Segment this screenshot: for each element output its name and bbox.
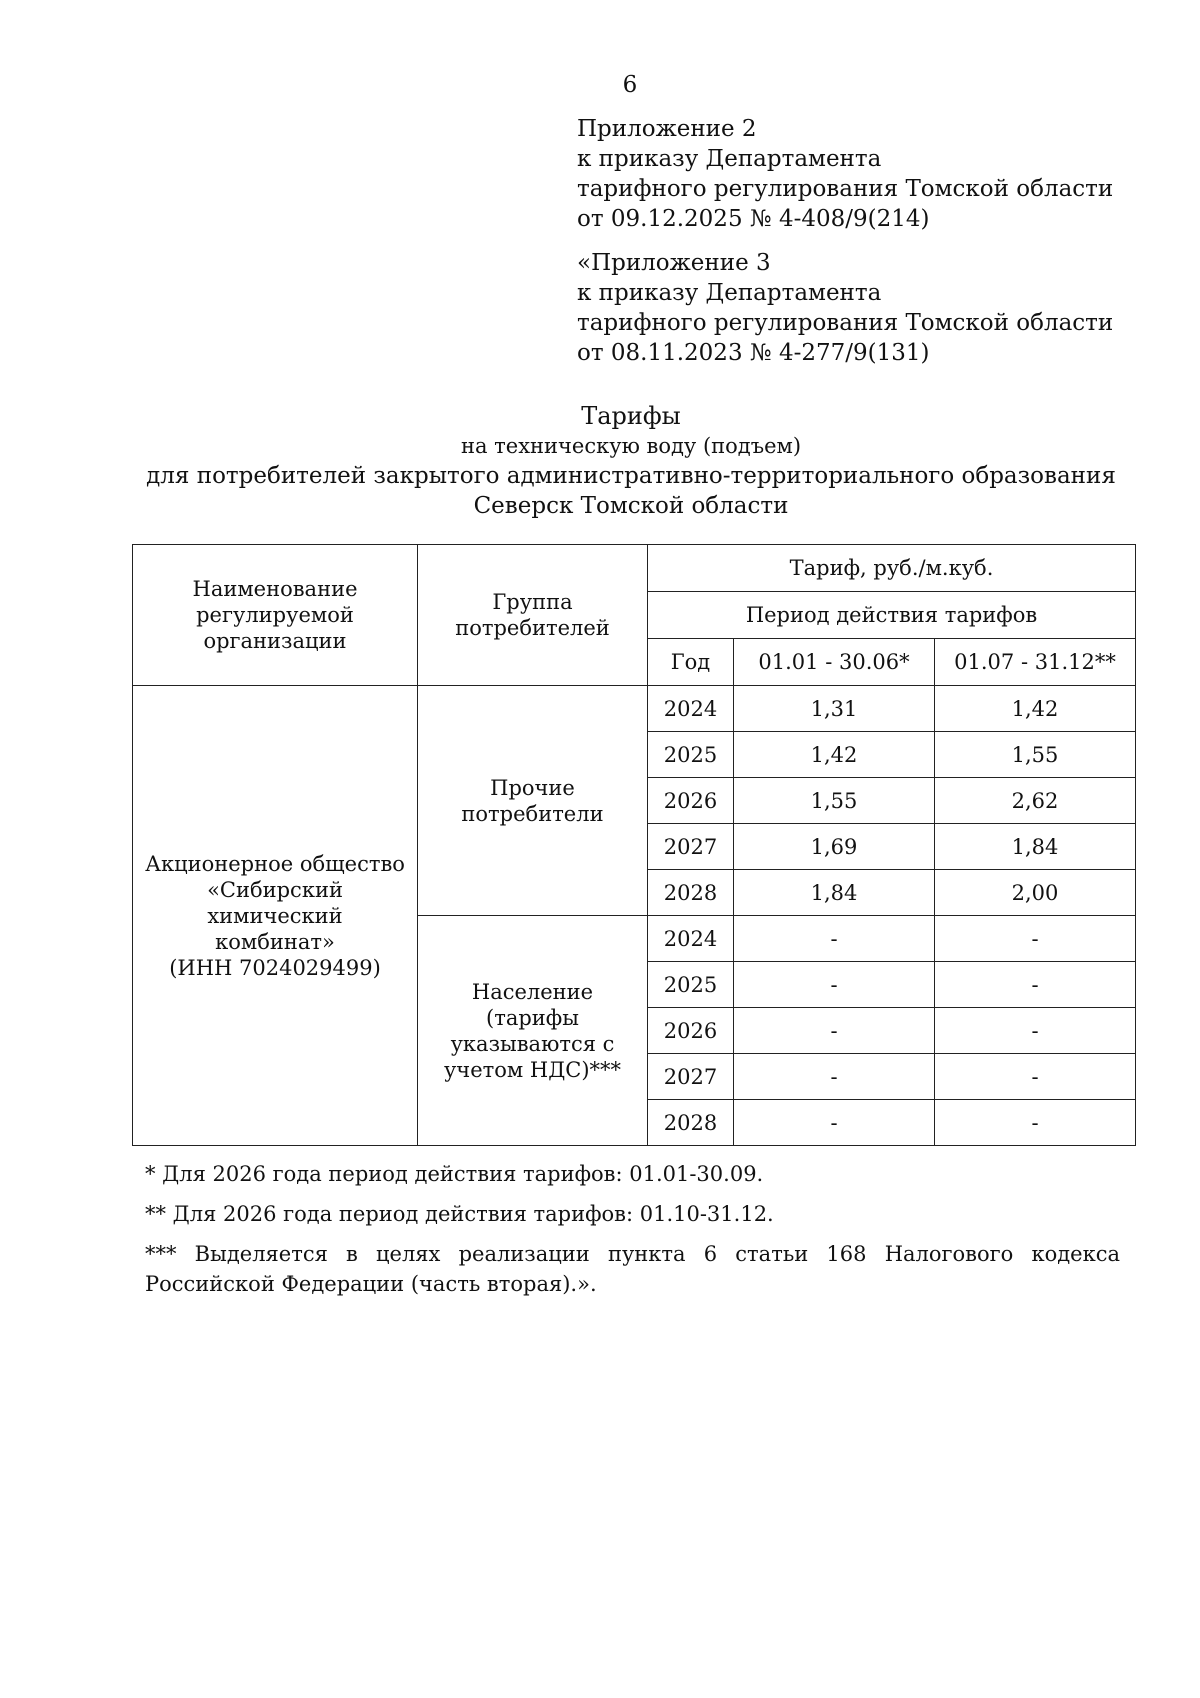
appendix-2-header: [577, 114, 1113, 234]
organization-line: (ИНН 7024029499): [169, 955, 381, 980]
consumer-group-cell: [418, 916, 648, 1146]
year-cell: 2026: [648, 778, 734, 824]
title-subtitle: на техническую воду (подъем): [460, 434, 802, 458]
tariff-half-1-cell: -: [734, 1100, 935, 1146]
year-cell: 2027: [648, 824, 734, 870]
appendix-2-line: тарифного регулирования Томской области: [577, 176, 1114, 202]
tariff-half-1-cell: 1,84: [734, 870, 935, 916]
header-consumer-group-label: Группа потребителей: [455, 590, 610, 640]
footnote-2: ** Для 2026 года период действия тарифов: 01.10-31.12.: [145, 1202, 774, 1226]
appendix-2-line: к приказу Департамента: [577, 146, 882, 172]
tariff-half-1-cell: -: [734, 1054, 935, 1100]
title-subtitle: Северск Томской области: [473, 493, 789, 519]
tariff-half-1-cell: -: [734, 1008, 935, 1054]
year-cell: 2028: [648, 1100, 734, 1146]
header-tariff: Тариф, руб./м.куб.: [648, 545, 1136, 592]
footnote-1: * Для 2026 года период действия тарифов: 01.01-30.09.: [145, 1162, 764, 1186]
year-cell: 2025: [648, 732, 734, 778]
organization-line: Акционерное общество: [145, 851, 405, 876]
year-cell: 2027: [648, 1054, 734, 1100]
tariff-half-1-cell: -: [734, 916, 935, 962]
organization-cell: [133, 686, 418, 1146]
organization-line: «Сибирский химический: [207, 877, 343, 928]
tariff-half-2-cell: -: [935, 1054, 1136, 1100]
header-organization: [133, 545, 418, 686]
tariff-half-2-cell: 1,55: [935, 732, 1136, 778]
consumer-group-line: Население (тарифы: [471, 979, 594, 1030]
appendix-3-line: тарифного регулирования Томской области: [577, 310, 1114, 336]
title-subtitle: для потребителей закрытого административно-территориального образования: [146, 463, 1116, 489]
appendix-2-line: Приложение 2: [577, 116, 757, 142]
tariff-half-2-cell: 2,00: [935, 870, 1136, 916]
tariff-half-2-cell: -: [935, 1008, 1136, 1054]
appendix-3-header: [577, 248, 1113, 368]
year-cell: 2024: [648, 686, 734, 732]
year-cell: 2028: [648, 870, 734, 916]
tariff-half-1-cell: 1,69: [734, 824, 935, 870]
appendix-3-line: «Приложение 3: [577, 250, 771, 276]
header-half-1: 01.01 - 30.06*: [734, 639, 935, 686]
tariff-half-1-cell: 1,55: [734, 778, 935, 824]
tariff-half-2-cell: -: [935, 962, 1136, 1008]
header-period: Период действия тарифов: [648, 592, 1136, 639]
header-consumer-group: [418, 545, 648, 686]
year-cell: 2024: [648, 916, 734, 962]
appendix-3-line: от 08.11.2023 № 4-277/9(131): [577, 340, 930, 366]
header-year: Год: [648, 639, 734, 686]
header-organization-label: Наименование регулируемой организации: [192, 577, 358, 653]
footnote-3: *** Выделяется в целях реализации пункта 6 статьи 168 Налогового кодекса Российской Федерации (часть вторая).».: [145, 1242, 1120, 1296]
tariff-half-1-cell: -: [734, 962, 935, 1008]
consumer-group-line: учетом НДС)***: [443, 1057, 622, 1082]
year-cell: 2026: [648, 1008, 734, 1054]
year-cell: 2025: [648, 962, 734, 1008]
tariff-half-1-cell: 1,31: [734, 686, 935, 732]
tariff-half-2-cell: 1,42: [935, 686, 1136, 732]
tariff-half-2-cell: 1,84: [935, 824, 1136, 870]
tariff-half-2-cell: 2,62: [935, 778, 1136, 824]
consumer-group-cell: [418, 686, 648, 916]
title-main: Тарифы: [581, 402, 681, 430]
header-half-2: 01.07 - 31.12**: [935, 639, 1136, 686]
consumer-group-line: указываются с: [450, 1031, 615, 1056]
tariff-table: [132, 544, 1136, 1146]
page-number: 6: [622, 72, 638, 98]
consumer-group-line: Прочие: [490, 775, 575, 800]
tariff-half-2-cell: -: [935, 916, 1136, 962]
appendix-2-line: от 09.12.2025 № 4-408/9(214): [577, 206, 930, 232]
document-title: [0, 401, 1200, 521]
tariff-half-1-cell: 1,42: [734, 732, 935, 778]
table-row: [133, 686, 1136, 732]
consumer-group-line: потребители: [461, 801, 604, 826]
appendix-3-line: к приказу Департамента: [577, 280, 882, 306]
tariff-half-2-cell: -: [935, 1100, 1136, 1146]
organization-line: комбинат»: [215, 929, 335, 954]
